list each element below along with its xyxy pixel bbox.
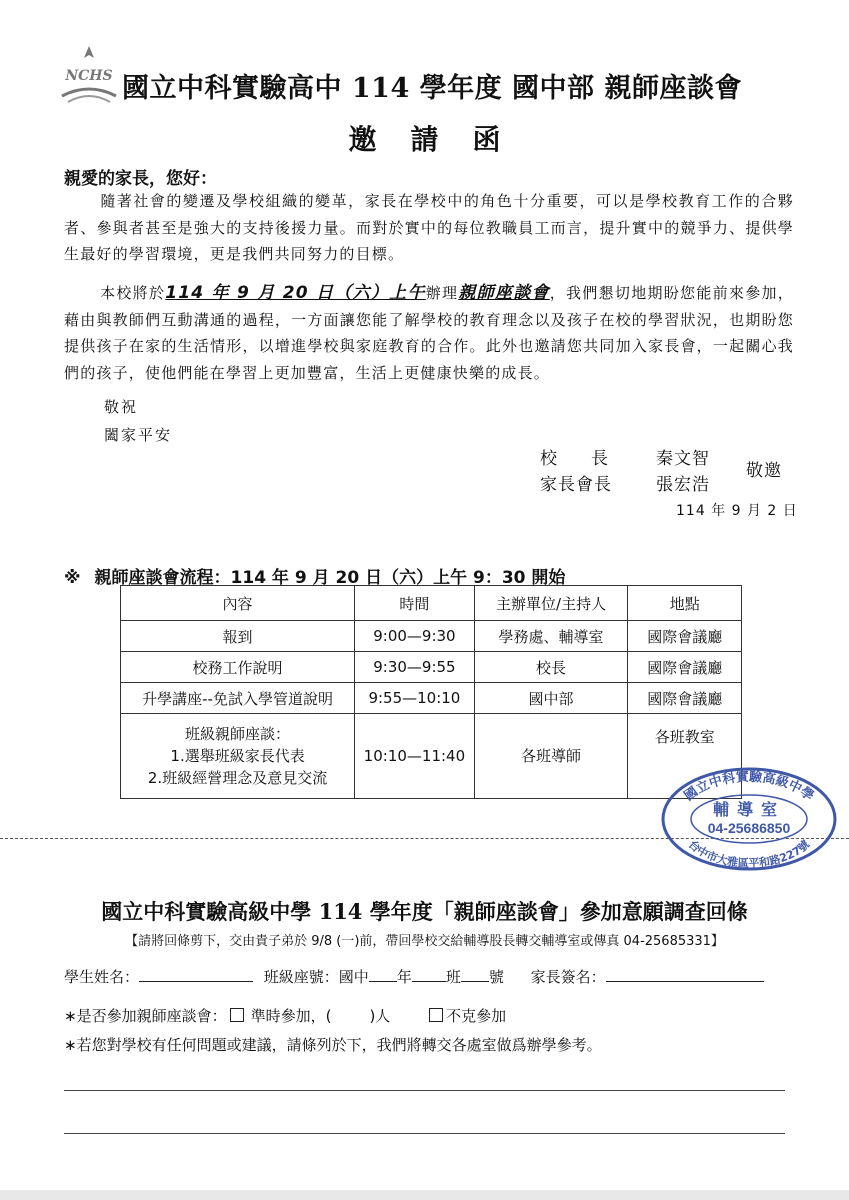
event-date: 114 年 9 月 20 日（六）上午 xyxy=(165,283,426,303)
table-row xyxy=(121,621,742,652)
paragraph-2-mid: 辦理 xyxy=(425,284,459,302)
comment-line[interactable] xyxy=(64,1090,785,1091)
attendee-count-label: )人 xyxy=(369,1007,391,1025)
stamp-center-text: 輔導室 xyxy=(712,800,786,819)
cell-host: 各班導師 xyxy=(474,714,628,799)
cell-time: 10:10—11:40 xyxy=(355,714,475,799)
cell-host: 校長 xyxy=(474,652,628,683)
page-title: 國立中科實驗高中 114 學年度 國中部 親師座談會 xyxy=(122,73,742,104)
office-stamp xyxy=(660,767,838,871)
class-seat-label: 班級座號：國中 xyxy=(263,968,369,986)
attend-no-checkbox[interactable] xyxy=(429,1008,443,1022)
cell-host: 國中部 xyxy=(474,683,628,714)
schedule-heading-text: 親師座談會流程：114 年 9 月 20 日（六）上午 9：30 開始 xyxy=(94,568,566,588)
principal-title: 校 長 xyxy=(540,449,608,469)
cell-time: 9:00—9:30 xyxy=(355,621,475,652)
cell-place: 國際會議廳 xyxy=(628,683,742,714)
class-field[interactable] xyxy=(412,967,446,982)
column-header: 內容 xyxy=(121,586,355,621)
seat-number-field[interactable] xyxy=(461,967,489,982)
attend-yes-label: 準時參加，( xyxy=(250,1007,332,1025)
content-title: 班級親師座談： xyxy=(185,725,291,743)
comment-line[interactable] xyxy=(64,1133,785,1134)
student-name-label: 學生姓名： xyxy=(64,968,140,986)
schedule-table xyxy=(120,585,742,799)
principal-name: 秦文智 xyxy=(656,449,710,469)
paragraph-2-lead: 本校將於 xyxy=(100,284,166,302)
content-item: 1.選舉班級家長代表 xyxy=(170,747,305,765)
attendance-row xyxy=(64,1005,506,1026)
stamp-address: 台中市大雅區平和路227號 xyxy=(685,837,813,870)
page-bottom-edge xyxy=(0,1190,849,1200)
cell-host: 學務處、輔導室 xyxy=(474,621,628,652)
attend-no-label: 不克參加 xyxy=(446,1007,507,1025)
cell-content: 校務工作說明 xyxy=(121,652,355,683)
attendee-count-field[interactable] xyxy=(331,1007,369,1021)
parent-association-name: 張宏浩 xyxy=(656,475,710,495)
stamp-phone: 04-25686850 xyxy=(707,820,791,836)
attendance-question: ∗是否參加親師座談會： xyxy=(64,1007,227,1025)
cell-place: 國際會議廳 xyxy=(628,621,742,652)
cell-content: 升學講座--免試入學管道說明 xyxy=(121,683,355,714)
school-logo xyxy=(58,44,120,106)
cell-time: 9:55—10:10 xyxy=(355,683,475,714)
letter-paragraph-1 xyxy=(64,188,794,268)
salutation-line-1: 敬祝 xyxy=(104,398,139,416)
parent-sign-label: 家長簽名： xyxy=(530,968,606,986)
salutation-line-2: 闔家平安 xyxy=(104,426,173,444)
stamp-arc-text: 國立中科實驗高級中學 xyxy=(681,769,817,805)
letter-greeting: 親愛的家長，您好： xyxy=(64,169,217,189)
cell-time: 9:30—9:55 xyxy=(355,652,475,683)
number-label: 號 xyxy=(488,968,504,986)
table-row xyxy=(121,714,742,799)
reply-slip-note: 【請將回條剪下，交由貴子弟於 9/8 (一)前，帶回學校交給輔導股長轉交輔導室或傳真 04-25685331】 xyxy=(125,934,724,949)
table-row xyxy=(121,683,742,714)
parent-signature-field[interactable] xyxy=(606,967,764,982)
column-header: 主辦單位/主持人 xyxy=(474,586,628,621)
column-header: 地點 xyxy=(628,586,742,621)
cell-content xyxy=(121,714,355,799)
comment-prompt: ∗若您對學校有任何問題或建議，請條列於下，我們將轉交各處室做爲辦學參考。 xyxy=(64,1036,602,1054)
parent-association-title: 家長會長 xyxy=(540,475,612,495)
class-label: 班 xyxy=(445,968,461,986)
paragraph-1-text: 隨著社會的變遷及學校組織的變革，家長在學校中的角色十分重要，可以是學校教育工作的合夥者、參與者甚至是強大的支持後援力量。而對於實中的每位教職員工而言，提升實中的競爭力、提供學生最好的學習環境，更是我們共同努力的目標。 xyxy=(64,192,794,263)
respect-closing: 敬邀 xyxy=(746,461,782,481)
attend-yes-checkbox[interactable] xyxy=(230,1008,244,1022)
paragraph-2-rest: ，我們懇切地期盼您能前來參加，藉由與教師們互動溝通的過程，一方面讓您能了解學校的教育理念以及孩子在校的學習狀況，也期盼您提供孩子在家的生活情形，以增進學校與家庭教育的合作。此外也邀請您共同加入家長會，一起關心我們的孩子，使他們能在學習上更加豐富，生活上更健康快樂的成長。 xyxy=(64,284,794,382)
reply-slip-title: 國立中科實驗高級中學 114 學年度「親師座談會」參加意願調查回條 xyxy=(101,899,748,924)
table-header-row xyxy=(121,586,742,621)
column-header: 時間 xyxy=(355,586,475,621)
letter-date: 114 年 9 月 2 日 xyxy=(676,503,798,519)
letter-paragraph-2 xyxy=(64,280,794,386)
cell-place: 國際會議廳 xyxy=(628,652,742,683)
reference-mark: ※ xyxy=(64,568,81,588)
event-name: 親師座談會 xyxy=(458,283,550,303)
page-subtitle: 邀請函 xyxy=(348,123,535,156)
grade-field[interactable] xyxy=(369,967,397,982)
reply-fields-row xyxy=(64,966,764,987)
cell-content: 報到 xyxy=(121,621,355,652)
place-text: 各班教室 xyxy=(654,728,715,746)
table-row xyxy=(121,652,742,683)
student-name-field[interactable] xyxy=(139,967,253,982)
content-item: 2.班級經營理念及意見交流 xyxy=(147,769,328,787)
logo-text: NCHS xyxy=(65,68,113,84)
grade-label: 年 xyxy=(396,968,412,986)
